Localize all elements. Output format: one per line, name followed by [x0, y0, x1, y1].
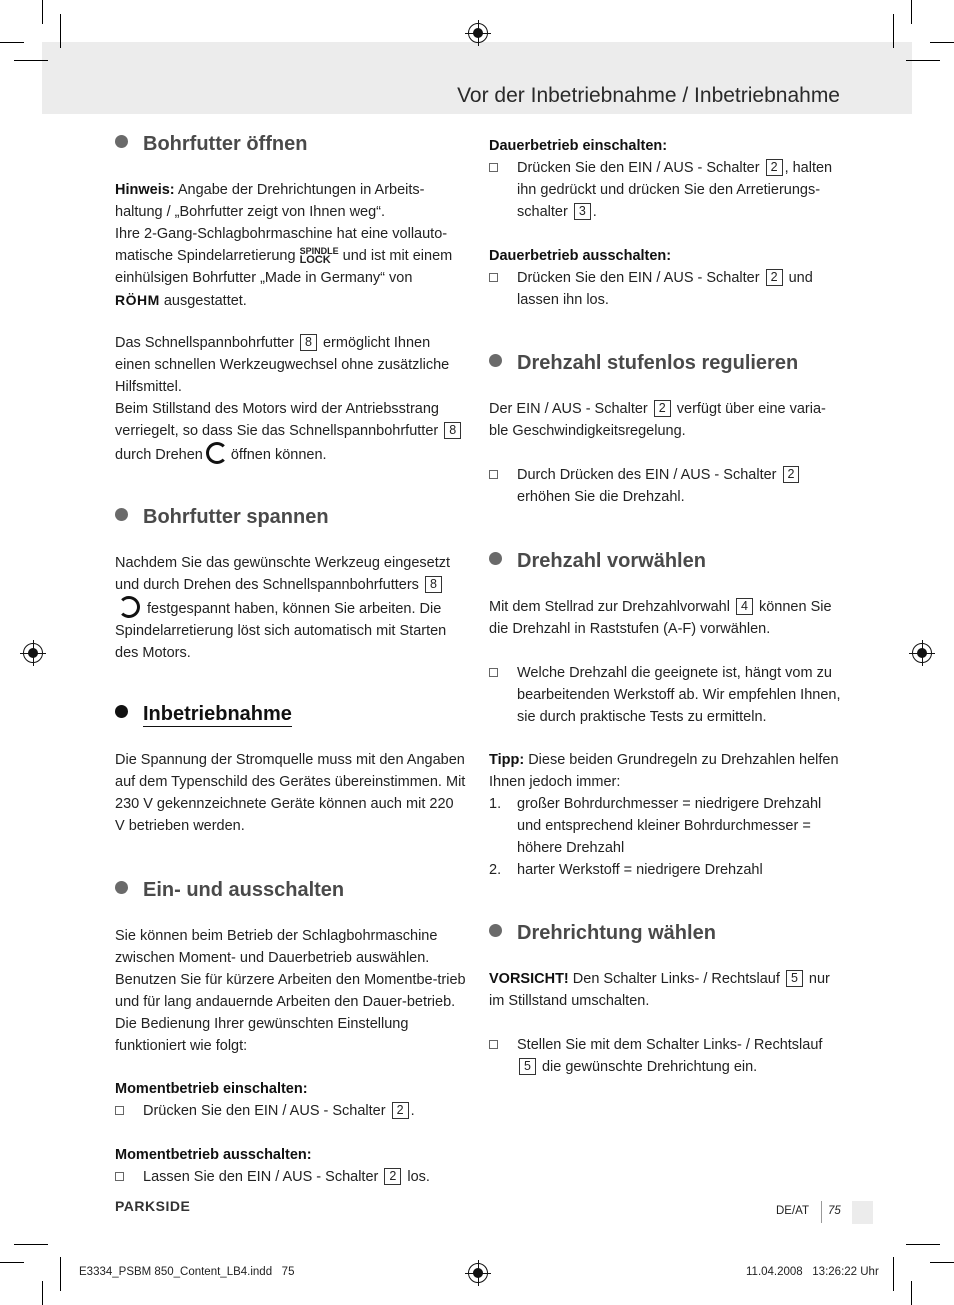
ref-box: 8 [444, 422, 461, 439]
ref-box: 3 [574, 203, 591, 220]
numbered-item: 1. großer Bohrdurchmesser = niedrigere Drehzahl und entsprechend kleiner Bohrdurchmesser = höhere Drehzahl [489, 796, 822, 856]
print-datetime: 11.04.2008 13:26:22 Uhr [746, 1266, 879, 1278]
bullet-icon [115, 881, 128, 894]
section-heading-bohrfutter-oeffnen: Bohrfutter öffnen [115, 133, 307, 156]
rotate-open-icon [206, 442, 228, 464]
spannen-paragraph: Nachdem Sie das gewünschte Werkzeug eingesetzt und durch Drehen des Schnellspannbohrfutters 8 festgespannt haben, können Sie arbeiten. Die Spindelarretierung löst sich automatisch mit Starten des Motors. [115, 555, 451, 661]
crop-mark [14, 1244, 48, 1245]
crop-mark [893, 14, 894, 48]
crop-mark [906, 60, 940, 61]
ein-aus-paragraph: Sie können beim Betrieb der Schlagbohrmaschine zwischen Moment- und Dauerbetrieb auswählen. Benutzen Sie für kürzere Arbeiten den Momentbe-trieb und für lang andauernde Arbeiten den Dauer-betrieb. Die Bedienung Ihrer gewünschten Einstellung funktioniert wie folgt: [115, 928, 466, 1054]
roehm-logo: RÖHM [115, 292, 160, 308]
crop-mark [42, 1281, 43, 1305]
ref-box: 5 [786, 970, 803, 987]
spindle-lock-logo: SPINDLE LOCK [299, 246, 339, 266]
dauerbetrieb-ein-label: Dauerbetrieb einschalten: [489, 138, 668, 154]
ref-box: 8 [300, 334, 317, 351]
section-heading-bohrfutter-spannen: Bohrfutter spannen [115, 506, 329, 529]
page-number: 75 [828, 1205, 841, 1217]
section-heading-drehzahl-vorwaehlen: Drehzahl vorwählen [489, 550, 706, 573]
registration-mark-icon [912, 643, 932, 663]
list-item: Durch Drücken des EIN / AUS - Schalter 2 erhöhen Sie die Drehzahl. [489, 464, 841, 508]
crop-mark [42, 0, 43, 24]
section-heading-inbetriebnahme: Inbetriebnahme [115, 703, 292, 726]
crop-mark [14, 60, 48, 61]
registration-mark-icon [23, 643, 43, 663]
momentbetrieb-ein-label: Momentbetrieb einschalten: [115, 1081, 308, 1097]
bullet-icon [115, 135, 128, 148]
checkbox-bullet-icon [489, 273, 498, 282]
file-info: E3334_PSBM 850_Content_LB4.indd 75 [79, 1266, 295, 1278]
ref-box: 2 [783, 466, 800, 483]
ref-box: 8 [425, 576, 442, 593]
hint-paragraph: Hinweis: Angabe der Drehrichtungen in Arbeits-haltung / „Bohrfutter zeigt von Ihnen weg“. Ihre 2-Gang-Schlagbohrmaschine hat eine vollauto-matische Spindelarretierung SPINDLE LOCK und ist mit einem einhülsigen Bohrfutter „Made in Germany“ von RÖHM ausgestattet. [115, 182, 453, 309]
tip-paragraph: Tipp: Diese beiden Grundregeln zu Drehzahlen helfen Ihnen jedoch immer: [489, 752, 839, 790]
list-item: Stellen Sie mit dem Schalter Links- / Rechtslauf 5 die gewünschte Drehrichtung ein. [489, 1034, 841, 1078]
section-heading-drehzahl-stufenlos: Drehzahl stufenlos regulieren [489, 352, 798, 375]
section-heading-ein-und-ausschalten: Ein- und ausschalten [115, 879, 344, 902]
ref-box: 4 [736, 598, 753, 615]
checkbox-bullet-icon [115, 1172, 124, 1181]
bullet-icon [115, 705, 128, 718]
drehzahl-vorwaehlen-paragraph: Mit dem Stellrad zur Drehzahlvorwahl 4 können Sie die Drehzahl in Raststufen (A-F) vorwählen. [489, 599, 832, 637]
checkbox-bullet-icon [115, 1106, 124, 1115]
ref-box: 5 [519, 1058, 536, 1075]
bullet-icon [489, 552, 502, 565]
crop-mark [893, 1257, 894, 1291]
chuck-paragraph: Das Schnellspannbohrfutter 8 ermöglicht Ihnen einen schnellen Werkzeugwechsel ohne zusätzliche Hilfsmittel. Beim Stillstand des Motors wird der Antriebsstrang verriegelt, so dass Sie das Schnellspannbohrfutter 8 durch Drehen öffnen können. [115, 332, 467, 466]
checkbox-bullet-icon [489, 668, 498, 677]
drehzahl-stufenlos-paragraph: Der EIN / AUS - Schalter 2 verfügt über eine varia-ble Geschwindigkeitsregelung. [489, 401, 826, 439]
momentbetrieb-aus-label: Momentbetrieb ausschalten: [115, 1147, 312, 1163]
checkbox-bullet-icon [489, 1040, 498, 1049]
ref-box: 2 [654, 400, 671, 417]
list-item: Drücken Sie den EIN / AUS - Schalter 2 . [115, 1100, 467, 1122]
inbetriebnahme-paragraph: Die Spannung der Stromquelle muss mit den Angaben auf dem Typenschild des Gerätes übereinstimmen. Mit 230 V gekennzeichnete Geräte können auch mit 220 V betrieben werden. [115, 752, 466, 834]
ref-box: 2 [766, 159, 783, 176]
checkbox-bullet-icon [489, 163, 498, 172]
crop-mark [60, 14, 61, 48]
ref-box: 2 [384, 1168, 401, 1185]
ref-box: 2 [766, 269, 783, 286]
crop-mark [911, 1281, 912, 1305]
section-heading-drehrichtung: Drehrichtung wählen [489, 922, 716, 945]
crop-mark [930, 1262, 954, 1263]
crop-mark [906, 1244, 940, 1245]
numbered-item: 2. harter Werkstoff = niedrigere Drehzahl [489, 862, 763, 878]
parkside-logo: PARKSIDE [115, 1198, 191, 1214]
crop-mark [0, 1262, 24, 1263]
dauerbetrieb-aus-label: Dauerbetrieb ausschalten: [489, 248, 672, 264]
bullet-icon [489, 354, 502, 367]
checkbox-bullet-icon [489, 470, 498, 479]
page-title: Vor der Inbetriebnahme / Inbetriebnahme [457, 84, 840, 107]
footer-divider [821, 1201, 822, 1223]
page-tab [852, 1201, 873, 1224]
list-item: Welche Drehzahl die geeignete ist, hängt vom zu bearbeitenden Werkstoff ab. Wir empfehlen Ihnen, sie durch praktische Tests zu ermitteln. [489, 662, 841, 728]
registration-mark-icon [468, 1263, 488, 1283]
list-item: Drücken Sie den EIN / AUS - Schalter 2 , halten ihn gedrückt und drücken Sie den Arretierungs-schalter 3 . [489, 157, 841, 223]
list-item: Drücken Sie den EIN / AUS - Schalter 2 und lassen ihn los. [489, 267, 841, 311]
registration-mark-icon [468, 23, 488, 43]
crop-mark [911, 0, 912, 24]
bullet-icon [115, 508, 128, 521]
list-item: Lassen Sie den EIN / AUS - Schalter 2 los. [115, 1166, 467, 1188]
language-code: DE/AT [776, 1205, 810, 1217]
crop-mark [60, 1257, 61, 1291]
ref-box: 2 [392, 1102, 409, 1119]
rotate-close-icon [118, 596, 140, 618]
warning-paragraph: VORSICHT! Den Schalter Links- / Rechtslauf 5 nur im Stillstand umschalten. [489, 971, 830, 1009]
crop-mark [930, 42, 954, 43]
bullet-icon [489, 924, 502, 937]
crop-mark [0, 42, 24, 43]
